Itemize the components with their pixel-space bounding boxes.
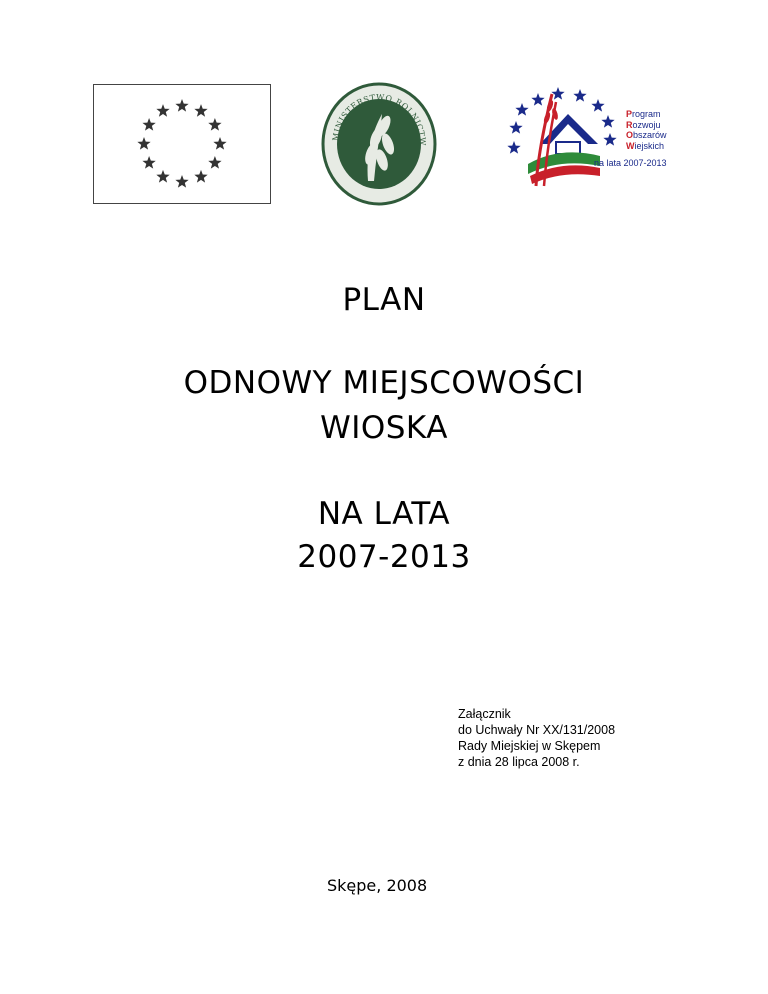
prow-line: Program bbox=[626, 109, 661, 119]
eu-star-icon bbox=[194, 170, 207, 183]
prow-star-icon bbox=[531, 93, 544, 106]
prow-years: na lata 2007-2013 bbox=[594, 158, 667, 168]
place-date: Skępe, 2008 bbox=[327, 876, 428, 895]
prow-star-icon bbox=[573, 89, 586, 102]
prow-line: Obszarów bbox=[626, 130, 667, 140]
prow-star-icon bbox=[509, 121, 522, 134]
prow-star-icon bbox=[603, 133, 616, 146]
eu-star-icon bbox=[208, 156, 221, 169]
ministry-ring-text: MINISTERSTWO ROLNICTW bbox=[330, 92, 428, 146]
eu-star-icon bbox=[142, 156, 155, 169]
eu-flag-logo bbox=[93, 84, 271, 204]
prow-star-icon bbox=[601, 115, 614, 128]
eu-star-icon bbox=[194, 104, 207, 117]
eu-star-icon bbox=[156, 170, 169, 183]
eu-star-icon bbox=[213, 137, 226, 150]
title-village: WIOSKA bbox=[320, 410, 448, 446]
ministry-seal-icon bbox=[318, 78, 440, 208]
eu-star-icon bbox=[137, 137, 150, 150]
annex-line: z dnia 28 lipca 2008 r. bbox=[458, 755, 580, 769]
title-period-label: NA LATA bbox=[317, 496, 451, 532]
annex-line: Załącznik bbox=[458, 707, 511, 721]
prow-star-icon bbox=[591, 99, 604, 112]
prow-line: Wiejskich bbox=[626, 140, 665, 151]
prow-star-icon bbox=[515, 103, 528, 116]
title-plan: PLAN bbox=[342, 282, 426, 318]
eu-star-icon bbox=[156, 104, 169, 117]
prow-line: Rozwoju bbox=[626, 119, 661, 130]
annex-line: Rady Miejskiej w Skępem bbox=[458, 739, 601, 753]
prow-star-icon bbox=[507, 141, 520, 154]
prow-logo-text bbox=[626, 109, 667, 151]
eu-star-icon bbox=[175, 99, 188, 112]
eu-star-icon bbox=[175, 175, 188, 188]
ministry-logo bbox=[318, 78, 440, 208]
title-subject: ODNOWY MIEJSCOWOŚCI bbox=[183, 365, 585, 401]
prow-star-icon bbox=[551, 87, 564, 100]
eu-stars-circle bbox=[94, 85, 270, 203]
annex-note bbox=[458, 706, 615, 770]
eu-star-icon bbox=[208, 118, 221, 131]
title-period-years: 2007-2013 bbox=[297, 539, 471, 575]
eu-star-icon bbox=[142, 118, 155, 131]
annex-line: do Uchwały Nr XX/131/2008 bbox=[458, 723, 616, 737]
